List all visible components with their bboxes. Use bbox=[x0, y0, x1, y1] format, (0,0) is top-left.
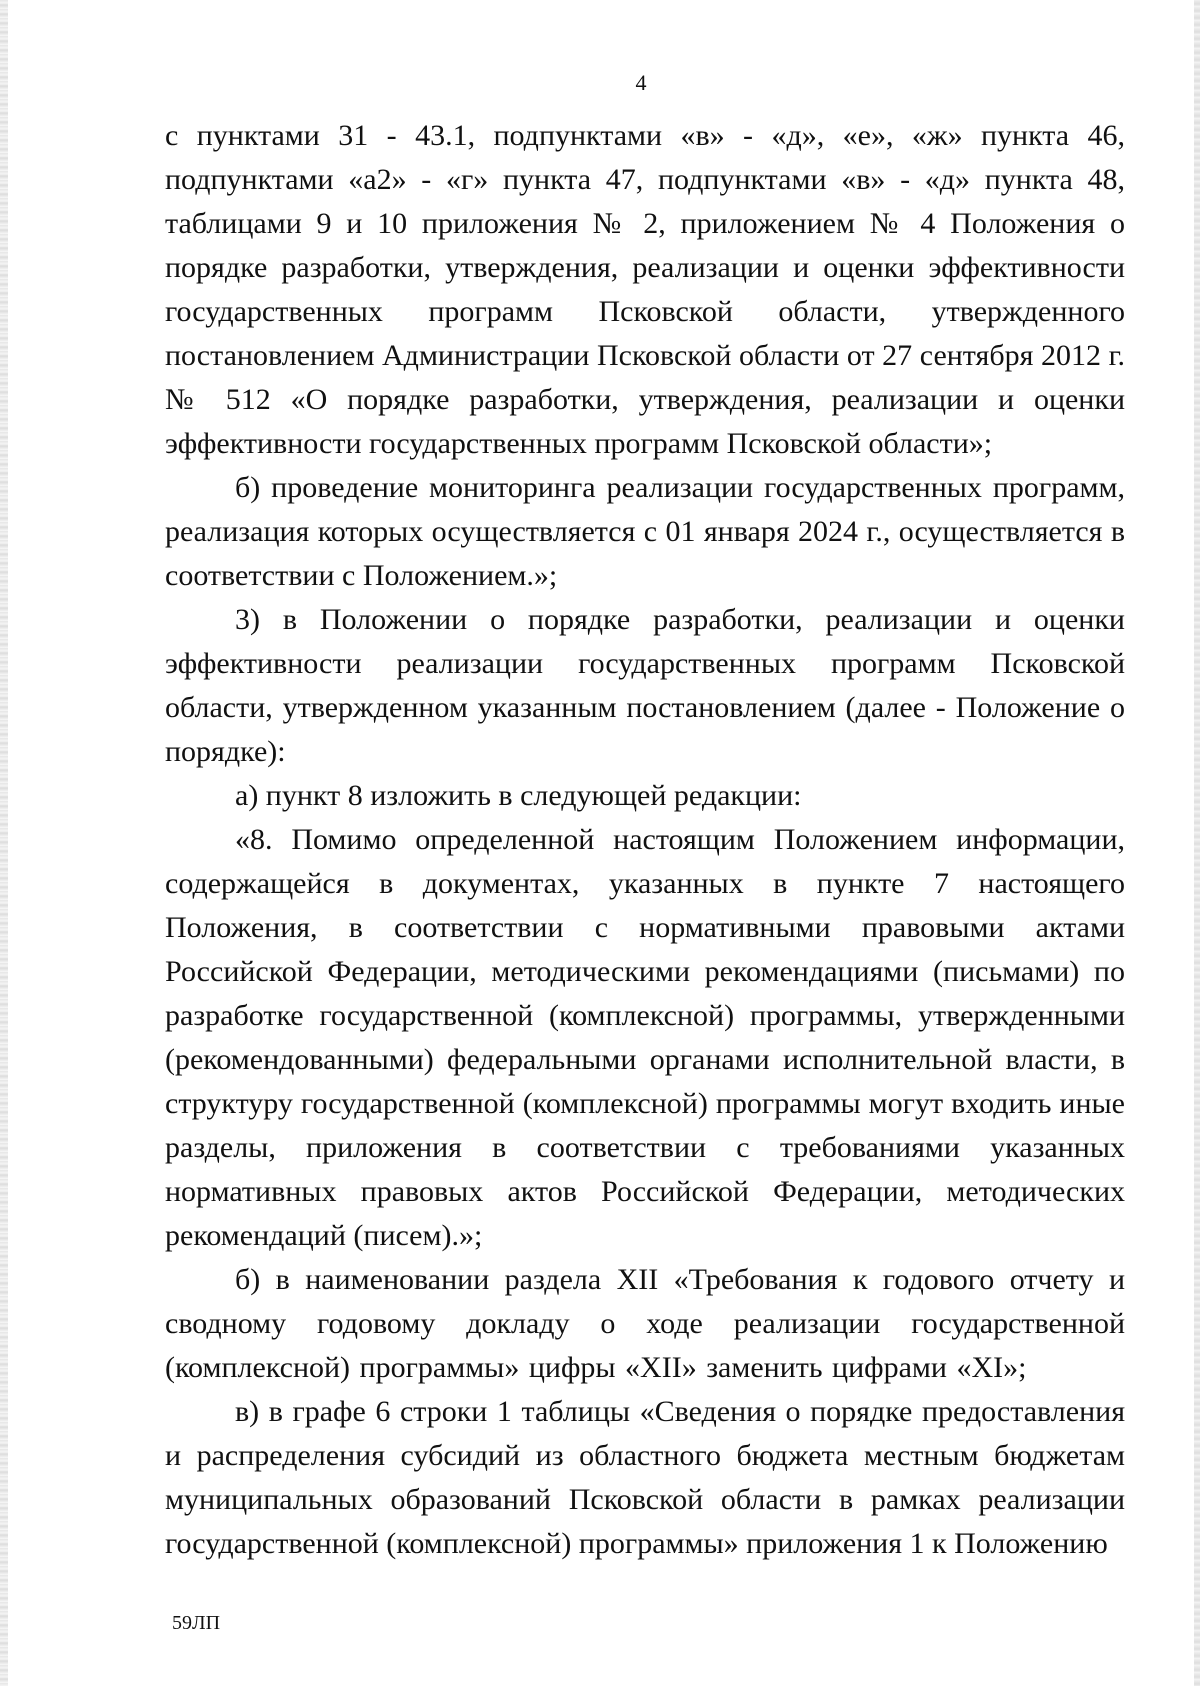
paragraph-table-column-6: в) в графе 6 строки 1 таблицы «Сведения о порядке предоставления и распределения субсидий из областного бюджета местным бюджетам муниципальных образований Псковской области в рамках реализации государственной (комплексной) программы» приложения 1 к Положению bbox=[165, 1395, 1125, 1560]
paragraph-monitoring: б) проведение мониторинга реализации государственных программ, реализация которых осуществляется с 01 января 2024 г., осуществляется в соответствии с Положением.»; bbox=[165, 471, 1125, 592]
paragraph-item-8-text: «8. Помимо определенной настоящим Положением информации, содержащейся в документах, указанных в пункте 7 настоящего Положения, в соответствии с нормативными правовыми актами Российской Федерации, методическими рекомендациями (письмами) по разработке государственной (комплексной) программы, утвержденными (рекомендованными) федеральными органами исполнительной власти, в структуру государственной (комплексной) программы могут входить иные разделы, приложения в соответствии с требованиями указанных нормативных правовых актов Российской Федерации, методических рекомендаций (писем).»; bbox=[165, 823, 1125, 1252]
paragraph-program-references: с пунктами 31 - 43.1, подпунктами «в» - «д», «е», «ж» пункта 46, подпунктами «а2» - «г» пункта 47, подпунктами «в» - «д» пункта 48, таблицами 9 и 10 приложения № 2, приложением № 4 Положения о порядке разработки, утверждения, реализации и оценки эффективности государственных программ Псковской области, утвержденного постановлением Администрации Псковской области от 27 сентября 2012 г. № 512 «О порядке разработки, утверждения, реализации и оценки эффективности государственных программ Псковской области»; bbox=[165, 119, 1125, 460]
footer-document-code: 59ЛП bbox=[172, 1612, 221, 1634]
document-body bbox=[165, 114, 1125, 1566]
page-number: 4 bbox=[635, 70, 647, 95]
paragraph-section-xii-rename: б) в наименовании раздела XII «Требования к годового отчету и сводному годовому докладу о ходе реализации государственной (комплексной) программы» цифры «XII» заменить цифрами «XI»; bbox=[165, 1263, 1125, 1384]
scan-edge-left bbox=[0, 0, 8, 1686]
scan-edge-right bbox=[1194, 0, 1200, 1686]
paragraph-item-8-intro: а) пункт 8 изложить в следующей редакции: bbox=[235, 779, 802, 812]
paragraph-regulation-amendments: 3) в Положении о порядке разработки, реализации и оценки эффективности реализации государственных программ Псковской области, утвержденном указанным постановлением (далее - Положение о порядке): bbox=[165, 603, 1125, 768]
